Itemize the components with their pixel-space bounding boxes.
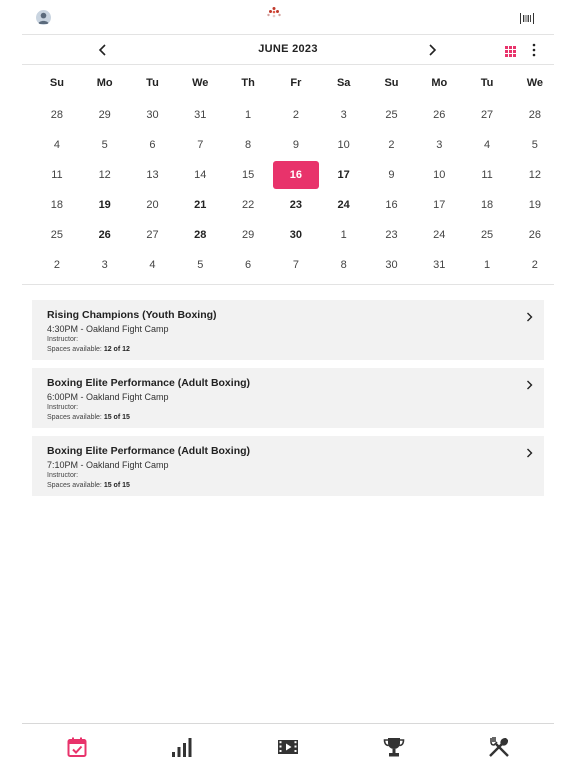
calendar-day-number: 26 bbox=[528, 229, 541, 241]
calendar-day-number: 28 bbox=[194, 229, 207, 241]
calendar-day-number: 1 bbox=[484, 259, 491, 271]
calendar-day-number: 24 bbox=[337, 199, 350, 211]
calendar-day[interactable] bbox=[129, 109, 177, 121]
session-title: Boxing Elite Performance (Adult Boxing) bbox=[47, 445, 251, 457]
calendar-day[interactable] bbox=[511, 169, 559, 181]
calendar-day-number: 9 bbox=[388, 169, 395, 181]
session-card[interactable] bbox=[32, 300, 544, 360]
month-title: JUNE 2023 bbox=[258, 43, 318, 55]
calendar-day-number: 3 bbox=[101, 259, 108, 271]
calendar-day-number: 11 bbox=[51, 169, 63, 181]
weekday-label: Mo bbox=[431, 77, 448, 89]
session-instructor: Instructor: bbox=[47, 472, 79, 479]
calendar-day-number: 28 bbox=[528, 109, 541, 121]
session-time-location: 4:30PM - Oakland Fight Camp bbox=[47, 324, 169, 334]
calendar-day-number: 27 bbox=[480, 109, 494, 121]
calendar-check-icon[interactable] bbox=[66, 736, 88, 758]
calendar-day-number: 4 bbox=[484, 139, 491, 151]
calendar-day[interactable] bbox=[81, 229, 129, 241]
session-card[interactable] bbox=[32, 368, 544, 428]
trophy-icon[interactable] bbox=[383, 736, 405, 758]
calendar-day-number: 17 bbox=[337, 169, 350, 181]
calendar-day-number: 31 bbox=[433, 259, 446, 271]
calendar-day[interactable] bbox=[368, 259, 416, 271]
calendar-day[interactable] bbox=[81, 169, 129, 181]
calendar-day-number: 26 bbox=[98, 229, 111, 241]
calendar-day-number: 16 bbox=[385, 199, 398, 211]
calendar-day-number: 25 bbox=[480, 229, 494, 241]
calendar-day-number: 7 bbox=[292, 259, 299, 271]
calendar-day-number: 6 bbox=[149, 139, 156, 151]
calendar-day-number: 19 bbox=[98, 199, 111, 211]
chevron-right-icon bbox=[526, 309, 533, 319]
calendar-day[interactable] bbox=[463, 109, 511, 121]
session-spaces bbox=[47, 414, 529, 422]
session-time-location: 7:10PM - Oakland Fight Camp bbox=[47, 460, 169, 470]
calendar-day[interactable] bbox=[415, 199, 463, 211]
more-options-icon[interactable] bbox=[531, 43, 537, 57]
calendar-day[interactable] bbox=[224, 259, 272, 271]
calendar-day-number: 4 bbox=[53, 139, 60, 151]
session-title: Rising Champions (Youth Boxing) bbox=[47, 309, 217, 321]
calendar-day-number: 2 bbox=[292, 109, 299, 121]
spaces-value: 12 of 12 bbox=[103, 346, 130, 353]
calendar-day[interactable] bbox=[81, 109, 129, 121]
calendar-day-number: 28 bbox=[50, 109, 64, 121]
calendar-day[interactable] bbox=[81, 199, 129, 211]
calendar-day-number: 18 bbox=[50, 199, 64, 211]
calendar-day[interactable] bbox=[320, 139, 368, 151]
calendar-day[interactable] bbox=[272, 259, 320, 271]
divider bbox=[22, 34, 554, 35]
calendar-day-number: 14 bbox=[194, 169, 207, 181]
calendar-day-number: 12 bbox=[98, 169, 111, 181]
calendar-day[interactable] bbox=[272, 199, 320, 211]
calendar-day[interactable] bbox=[415, 259, 463, 271]
calendar-week-row bbox=[33, 130, 561, 160]
spaces-label: Spaces available: bbox=[47, 414, 104, 421]
weekday-label: Tu bbox=[146, 77, 159, 89]
calendar-day-number: 10 bbox=[433, 169, 446, 181]
calendar-day-number: 4 bbox=[149, 259, 156, 271]
calendar-week-row bbox=[33, 100, 561, 130]
weekday-label: Fr bbox=[290, 77, 302, 89]
calendar-day-number: 27 bbox=[146, 229, 159, 241]
calendar-day-number: 1 bbox=[245, 109, 252, 121]
calendar-day-number: 30 bbox=[385, 259, 398, 271]
calendar-week-row bbox=[33, 160, 561, 190]
calendar-day-number: 1 bbox=[340, 229, 347, 241]
calendar-day-number: 24 bbox=[433, 229, 446, 241]
calendar-week-row bbox=[33, 190, 561, 220]
calendar-day[interactable] bbox=[511, 229, 559, 241]
calendar-day[interactable] bbox=[224, 229, 272, 241]
calendar-day[interactable] bbox=[81, 139, 129, 151]
calendar-day-number: 7 bbox=[197, 139, 204, 151]
calendar-day-number: 5 bbox=[197, 259, 204, 271]
calendar-day[interactable] bbox=[415, 169, 463, 181]
calendar-day-number: 2 bbox=[53, 259, 60, 271]
calendar-day[interactable] bbox=[272, 161, 320, 189]
calendar-day[interactable] bbox=[511, 109, 559, 121]
calendar-day-number: 2 bbox=[531, 259, 538, 271]
calendar-day-number: 26 bbox=[433, 109, 446, 121]
calendar-day-number: 3 bbox=[340, 109, 347, 121]
top-bar bbox=[0, 0, 576, 34]
calendar-day[interactable] bbox=[33, 139, 81, 151]
video-icon[interactable] bbox=[277, 736, 299, 758]
calendar-day-number: 8 bbox=[245, 139, 252, 151]
calendar-day[interactable] bbox=[511, 139, 559, 151]
calendar-day[interactable] bbox=[33, 109, 81, 121]
calendar-day[interactable] bbox=[224, 109, 272, 121]
calendar-day[interactable] bbox=[272, 139, 320, 151]
calendar-day[interactable] bbox=[415, 109, 463, 121]
calendar-day[interactable] bbox=[320, 229, 368, 241]
calendar-day[interactable] bbox=[33, 259, 81, 271]
calendar-day-number: 25 bbox=[50, 229, 64, 241]
calendar-day[interactable] bbox=[176, 169, 224, 181]
spaces-value: 15 of 15 bbox=[103, 414, 130, 421]
calendar-day[interactable] bbox=[33, 199, 81, 211]
calendar-day-number: 8 bbox=[340, 259, 347, 271]
calendar-day[interactable] bbox=[320, 259, 368, 271]
weekday-label: Tu bbox=[480, 77, 494, 89]
calendar-day[interactable] bbox=[176, 109, 224, 121]
session-time-location: 6:00PM - Oakland Fight Camp bbox=[47, 392, 169, 402]
calendar-day-number: 30 bbox=[289, 229, 302, 241]
calendar-day-number: 17 bbox=[433, 199, 446, 211]
calendar-day-number: 19 bbox=[528, 199, 541, 211]
weekday-label: Mo bbox=[96, 77, 113, 89]
spaces-label: Spaces available: bbox=[47, 482, 104, 489]
calendar-day[interactable] bbox=[320, 109, 368, 121]
calendar-day-number: 15 bbox=[241, 169, 255, 181]
weekday-label: Su bbox=[49, 77, 64, 89]
bottom-navigation bbox=[22, 723, 554, 768]
calendar-day[interactable] bbox=[224, 199, 272, 211]
calendar-day-number: 5 bbox=[101, 139, 108, 151]
calendar-day[interactable] bbox=[463, 169, 511, 181]
calendar-day-number: 3 bbox=[436, 139, 443, 151]
calendar-day-number: 30 bbox=[146, 109, 159, 121]
weekday-label: Th bbox=[241, 77, 255, 89]
weekday-label: Su bbox=[384, 77, 399, 89]
calendar-day[interactable] bbox=[176, 199, 224, 211]
calendar-day-number: 11 bbox=[481, 169, 493, 181]
session-spaces bbox=[47, 346, 529, 354]
calendar-day[interactable] bbox=[415, 229, 463, 241]
calendar-day[interactable] bbox=[463, 259, 511, 271]
calendar-grid bbox=[33, 66, 561, 280]
calendar-day[interactable] bbox=[129, 259, 177, 271]
calendar-day-number: 18 bbox=[480, 199, 494, 211]
calendar-day[interactable] bbox=[320, 199, 368, 211]
calendar-week-row bbox=[33, 220, 561, 250]
session-card[interactable] bbox=[32, 436, 544, 496]
calendar-day[interactable] bbox=[463, 199, 511, 211]
session-spaces bbox=[47, 482, 529, 490]
calendar-day[interactable] bbox=[176, 139, 224, 151]
calendar-day[interactable] bbox=[415, 139, 463, 151]
calendar-day-number: 23 bbox=[385, 229, 398, 241]
calendar-day-number: 21 bbox=[194, 199, 207, 211]
next-month-button[interactable] bbox=[425, 42, 439, 58]
calendar-day[interactable] bbox=[129, 139, 177, 151]
calendar-day[interactable] bbox=[129, 169, 177, 181]
calendar-day[interactable] bbox=[368, 229, 416, 241]
calendar-day[interactable] bbox=[368, 139, 416, 151]
calendar-day-number: 23 bbox=[289, 199, 302, 211]
divider bbox=[22, 64, 554, 65]
calendar-day-number: 10 bbox=[337, 139, 350, 151]
barcode-icon[interactable] bbox=[520, 11, 534, 22]
weekday-label: We bbox=[526, 77, 544, 89]
logo-icon bbox=[266, 6, 282, 22]
chevron-right-icon bbox=[526, 377, 533, 387]
calendar-day-number: 5 bbox=[531, 139, 538, 151]
calendar-week-row bbox=[33, 250, 561, 280]
calendar-day[interactable] bbox=[368, 169, 416, 181]
session-title: Boxing Elite Performance (Adult Boxing) bbox=[47, 377, 251, 389]
calendar-day[interactable] bbox=[511, 259, 559, 271]
weekday-header-row bbox=[33, 66, 561, 100]
calendar-day-number: 25 bbox=[385, 109, 398, 121]
calendar-day-number: 22 bbox=[241, 199, 255, 211]
calendar-day[interactable] bbox=[129, 229, 177, 241]
calendar-day-number: 6 bbox=[245, 259, 252, 271]
calendar-day[interactable] bbox=[320, 169, 368, 181]
month-navigation bbox=[22, 36, 554, 64]
chevron-right-icon bbox=[526, 445, 533, 455]
divider bbox=[22, 284, 554, 285]
calendar-day[interactable] bbox=[272, 229, 320, 241]
calendar-day-number: 2 bbox=[388, 139, 395, 151]
calendar-day[interactable] bbox=[224, 139, 272, 151]
bar-chart-icon[interactable] bbox=[171, 736, 193, 758]
calendar-day[interactable] bbox=[33, 229, 81, 241]
calendar-day-number: 20 bbox=[146, 199, 159, 211]
utensils-icon[interactable] bbox=[488, 736, 510, 758]
avatar-icon[interactable] bbox=[36, 10, 51, 25]
calendar-day-number: 16 bbox=[273, 161, 319, 189]
session-list bbox=[32, 300, 544, 504]
calendar-day[interactable] bbox=[81, 259, 129, 271]
calendar-day[interactable] bbox=[511, 199, 559, 211]
calendar-day[interactable] bbox=[463, 229, 511, 241]
calendar-day[interactable] bbox=[463, 139, 511, 151]
session-instructor: Instructor: bbox=[47, 336, 79, 343]
calendar-day-number: 12 bbox=[528, 169, 541, 181]
calendar-day-number: 29 bbox=[241, 229, 255, 241]
calendar-day-number: 29 bbox=[98, 109, 111, 121]
weekday-label: We bbox=[192, 77, 209, 89]
calendar-day[interactable] bbox=[224, 169, 272, 181]
calendar-day[interactable] bbox=[176, 229, 224, 241]
weekday-label: Sa bbox=[336, 77, 351, 89]
calendar-day[interactable] bbox=[33, 169, 81, 181]
calendar-day[interactable] bbox=[272, 109, 320, 121]
calendar-day[interactable] bbox=[129, 199, 177, 211]
calendar-day[interactable] bbox=[368, 109, 416, 121]
spaces-value: 15 of 15 bbox=[103, 482, 130, 489]
calendar-day[interactable] bbox=[176, 259, 224, 271]
spaces-label: Spaces available: bbox=[47, 346, 104, 353]
grid-view-icon[interactable] bbox=[505, 44, 516, 55]
calendar-day[interactable] bbox=[368, 199, 416, 211]
session-instructor: Instructor: bbox=[47, 404, 79, 411]
calendar-day-number: 31 bbox=[194, 109, 207, 121]
calendar-day-number: 13 bbox=[146, 169, 159, 181]
calendar-day-number: 9 bbox=[292, 139, 299, 151]
